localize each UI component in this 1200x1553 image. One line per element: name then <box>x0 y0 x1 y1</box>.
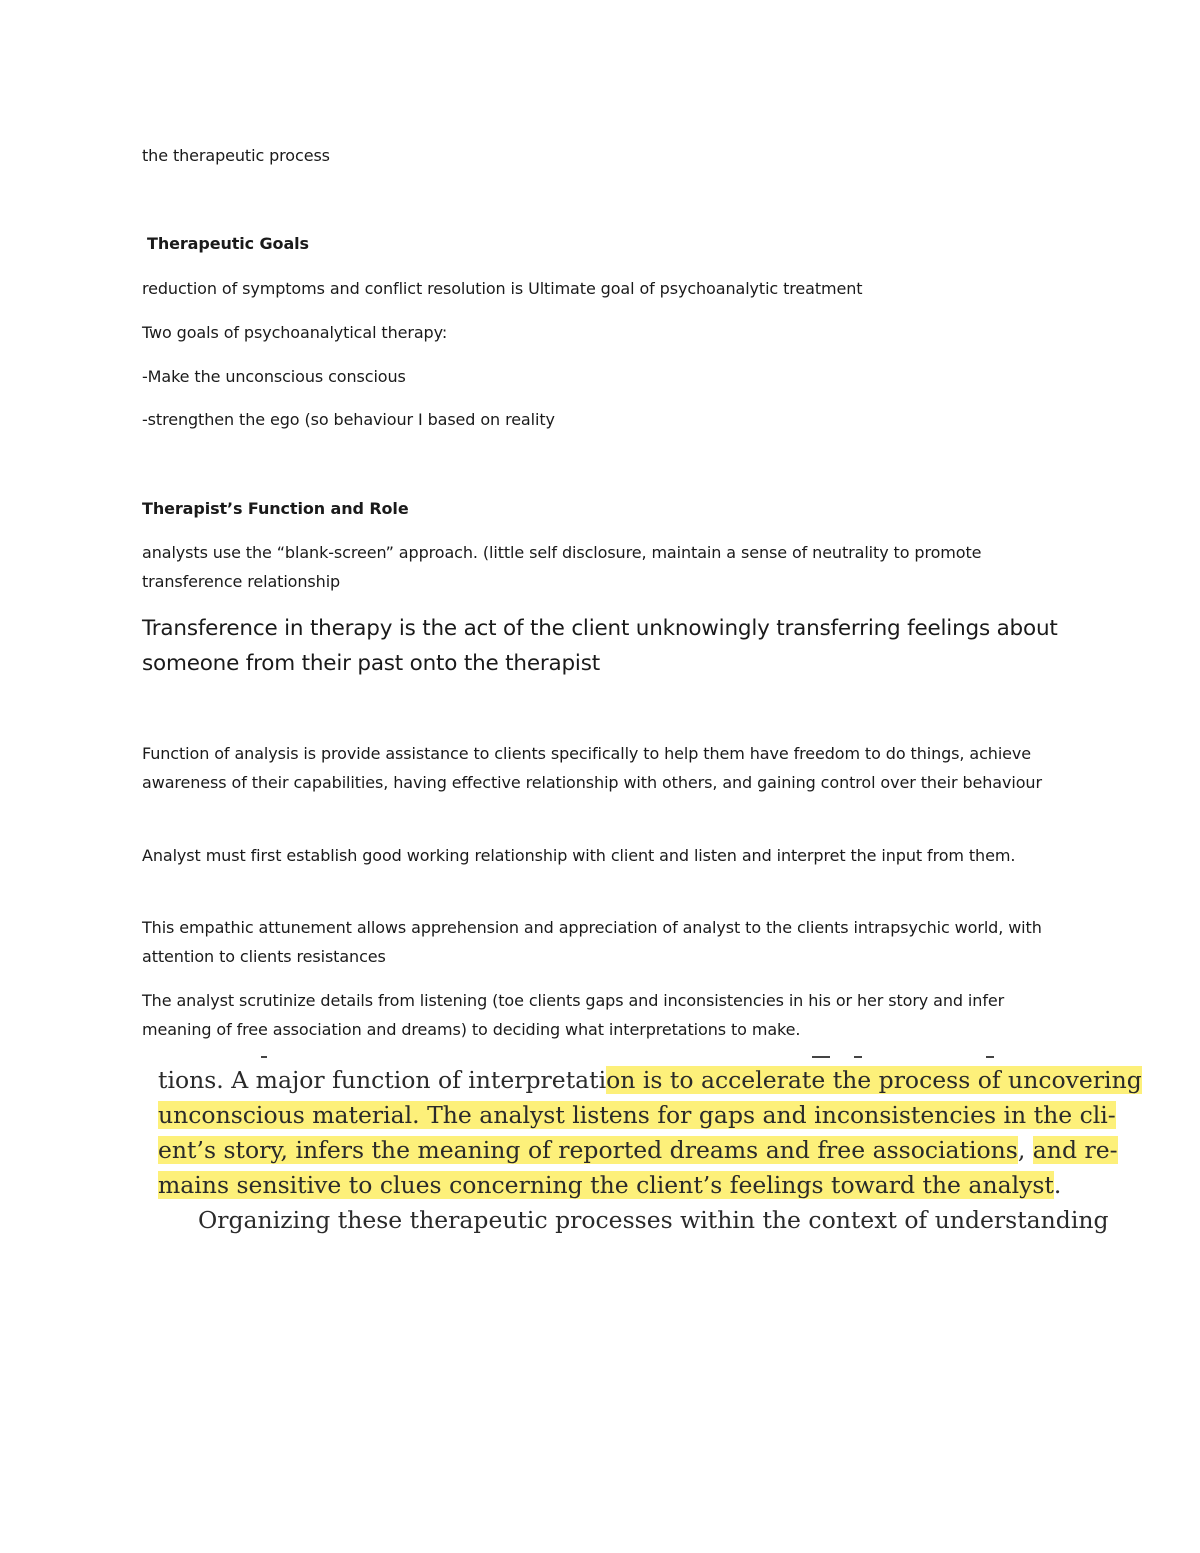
goals-list-item-1: -Make the unconscious conscious <box>142 367 406 386</box>
goals-list-item-2: -strengthen the ego (so behaviour I based on reality <box>142 410 555 429</box>
analyst-relationship-paragraph: Analyst must first establish good working relationship with client and listen and interpret the input from them. <box>142 846 1016 865</box>
textbook-excerpt-image <box>148 1050 1142 1234</box>
scan-artifact-mark <box>812 1056 830 1058</box>
excerpt-line-1 <box>158 1063 1142 1098</box>
therapeutic-goals-heading: Therapeutic Goals <box>147 234 309 253</box>
empathic-attunement-paragraph: This empathic attunement allows apprehension and appreciation of analyst to the clients intrapsychic world, with attention to clients resistances <box>142 918 1042 966</box>
excerpt-highlight: and re- <box>1032 1136 1118 1164</box>
therapist-role-heading: Therapist’s Function and Role <box>142 499 409 518</box>
transference-definition: Transference in therapy is the act of the client unknowingly transferring feelings about someone from their past onto the therapist <box>142 616 1058 676</box>
excerpt-highlight: unconscious material. The analyst listens for gaps and inconsistencies in the cli- <box>158 1101 1116 1129</box>
scan-artifact-mark <box>986 1056 994 1058</box>
goals-paragraph-1: reduction of symptoms and conflict resolution is Ultimate goal of psychoanalytic treatment <box>142 279 863 298</box>
excerpt-text: , <box>1017 1136 1033 1164</box>
blank-screen-paragraph: analysts use the “blank-screen” approach. (little self disclosure, maintain a sense of neutrality to promote transference relationship <box>142 543 982 591</box>
function-paragraph: Function of analysis is provide assistance to clients specifically to help them have freedom to do things, achieve awareness of their capabilities, having effective relationship with others, and gaining control over their behaviour <box>142 744 1042 792</box>
excerpt-line-2 <box>158 1098 1116 1133</box>
goals-paragraph-2: Two goals of psychoanalytical therapy: <box>142 323 448 342</box>
excerpt-highlight: ent’s story, infers the meaning of reported dreams and free associations <box>158 1136 1018 1164</box>
scan-artifact-mark <box>261 1056 267 1058</box>
excerpt-line-3 <box>158 1133 1118 1168</box>
excerpt-text: tions. A major function of interpretati <box>158 1066 607 1094</box>
excerpt-highlight: mains sensitive to clues concerning the client’s feelings toward the analyst <box>158 1171 1054 1199</box>
scrutinize-paragraph: The analyst scrutinize details from listening (toe clients gaps and inconsistencies in his or her story and infer meaning of free association and dreams) to deciding what interpretations to make. <box>142 991 1005 1039</box>
excerpt-text: . <box>1053 1171 1062 1199</box>
document-title: the therapeutic process <box>142 146 330 165</box>
excerpt-highlight: on is to accelerate the process of uncovering <box>606 1066 1142 1094</box>
excerpt-line-5-cut <box>198 1203 1109 1238</box>
scan-artifact-mark <box>854 1056 862 1058</box>
excerpt-line-4 <box>158 1168 1061 1203</box>
excerpt-text: Organizing these therapeutic processes within the context of understanding <box>198 1206 1109 1234</box>
